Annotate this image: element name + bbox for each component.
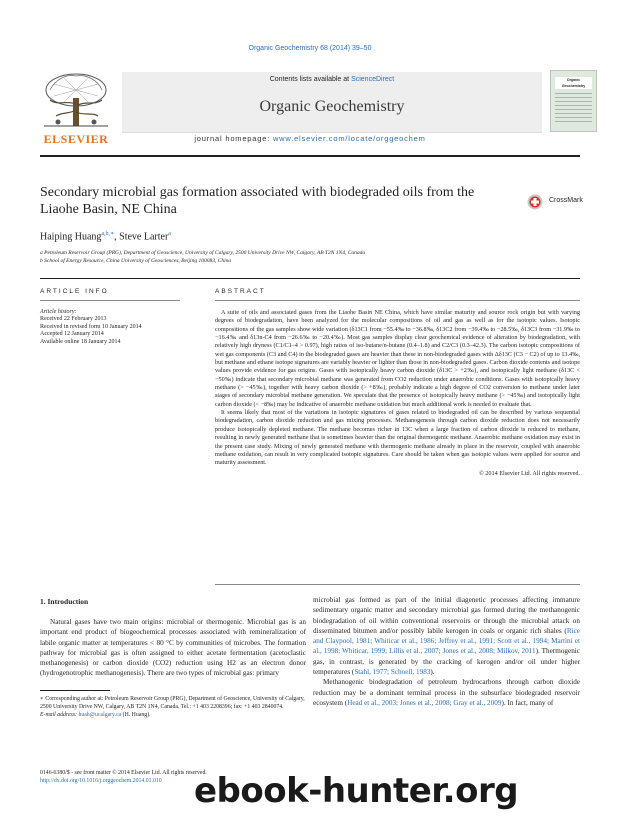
cover-title-box: [555, 77, 592, 89]
abstract-heading: ABSTRACT: [215, 288, 266, 295]
cover-pattern: [555, 93, 592, 125]
section-heading-introduction: 1. Introduction: [40, 597, 89, 606]
crossmark-icon: [527, 194, 543, 210]
article-history: [40, 309, 190, 346]
watermark: ebook-hunter.org: [194, 771, 519, 811]
contents-band: [122, 72, 542, 133]
issn-line: 0146-6380/$ - see front matter © 2014 Elsevier Ltd. All rights reserved.: [40, 770, 207, 776]
affiliation-a: a Petroleum Reservoir Group (PRG), Department of Geoscience, University of Calgary, 2500 University Drive NW, Calgary, AB T2N 1N4, Canada: [40, 250, 366, 256]
journal-homepage-line: [40, 134, 580, 143]
contents-available-line: [122, 76, 542, 83]
citation-link[interactable]: Rice and Claypool, 1981; Whiticar et al., 1986; Jeffrey et al., 1991; Scott et al., 1994; Martini et al., 1998; Whiticar, 1999; Lillis et al., 2007; Jones et al., 2008; Milkov, 2011: [313, 626, 580, 656]
abstract-rule: [215, 300, 580, 301]
abstract-paragraph: A suite of oils and associated gases from the Liaohe Basin NE China, which have similar maturity and source rock origin but with varying degrees of biodegradation, have been analyzed for the molecular compositions of oil and gas as well as for the isotopic values. Isotopic compositions of the gas samples show wide variation (δ13C1 from −55.4‰ to −36.8‰, δ13C2 from −39.4‰ to −28.5‰, δ13C3 from −31.9‰ to −16.4‰ and δ13n-C4 from −26.6‰ to −20.4‰). Most gas samples display clear geochemical evidence of alteration by biodegradation, with relatively high dryness (C1/C1–4 > 0.97), high ratios of iso-butane/n-butane (0.4–1.8) and C2/C3 (0.3–42.3). The carbon isotopic compositions of wet gas components (C3 and C4) in the biodegraded gases are heavier than these in non-biodegraded gases with Δδ13C (C3 − C2) of up to 13.4‰, but methane and ethane isotope signatures are variably heavier or lighter than those in non-biodegraded gases. Carbon dioxide contents and isotope values provide evidence for gas origins. Gases with isotopically heavy carbon dioxide (δ13C > +2‰), and isotopically light methane (δ13C < −50‰) indicate that secondary microbial methane was generated from CO2 reduction under anaerobic conditions. Gases with isotopically heavy methane (> −45‰), together with heavy carbon dioxide (> +8‰), probably indicate a high degree of CO2 conversion to methane under later stages of secondary microbial methane generation. We speculate that the presence of isotopically heavy methane (> −45‰) and isotopically light carbon dioxide (< −8‰) may be indicative of anaerobic methane oxidation but much additional work is needed to evaluate that.: [215, 309, 580, 408]
abstract-body: [215, 309, 580, 478]
author-separator: ,: [114, 231, 120, 243]
author-name[interactable]: Haiping Huang: [40, 231, 102, 243]
contents-prefix: Contents lists available at: [269, 76, 352, 83]
body-text: ).: [430, 668, 435, 677]
article-info-rule: [40, 300, 180, 301]
email-link[interactable]: huah@ucalgary.ca: [78, 711, 122, 718]
history-accepted: Accepted 12 January 2014: [40, 331, 104, 338]
history-label: Article history:: [40, 309, 77, 315]
body-text: ). In fact, many of: [501, 698, 554, 707]
affiliation-b: b School of Energy Resource, China University of Geosciences, Beijing 100083, China: [40, 258, 232, 264]
cover-title: Organic Geochemistry: [561, 78, 586, 88]
author-name[interactable]: Steve Larter: [119, 231, 169, 243]
sciencedirect-link[interactable]: ScienceDirect: [351, 76, 395, 83]
history-online: Available online 18 January 2014: [40, 338, 121, 345]
body-column-left: [40, 617, 306, 679]
body-paragraph: [313, 595, 580, 677]
journal-reference[interactable]: Organic Geochemistry 68 (2014) 39–50: [248, 45, 372, 52]
article-info-heading: ARTICLE INFO: [40, 288, 109, 295]
article-title: Secondary microbial gas formation associated with biodegraded oils from the Liaohe Basin, NE China: [40, 185, 475, 217]
journal-cover-thumbnail[interactable]: [550, 70, 597, 132]
author-affiliation-marker[interactable]: a: [168, 231, 171, 237]
author-list: [40, 230, 171, 242]
crossmark-label: CrossMark: [549, 197, 583, 204]
abstract-paragraph: It seems likely that most of the variations in isotopic signatures of gases related to biodegraded oil can be described by various sequential biodegradation, carbon dioxide reduction and gas mixing processes. Methanogenesis through carbon dioxide reduction does not necessarily produce isotopically depleted methane. The methane becomes richer in 13C when a large fraction of carbon dioxide is reduced to methane, resulting in newly generated methane that is sometimes heavier than the original thermogenic methane. Anaerobic methane oxidation may exist in the present case study. Mixing of newly generated methane with thermogenic methane already in place in the reservoir, coupled with anaerobic methane oxidation, can result in very complicated isotopic signatures. Care should be taken when gas isotopic values were applied for source and maturity assessment.: [215, 409, 580, 467]
email-label: E-mail address:: [40, 711, 79, 718]
header-rule: [40, 155, 580, 157]
footnote: [40, 696, 306, 719]
publisher-name: ELSEVIER: [43, 132, 109, 146]
elsevier-tree-icon: [40, 70, 112, 130]
body-paragraph: Natural gases have two main origins: microbial or thermogenic. Microbial gas is an important end product of biogeochemical processes associated with remineralization of labile organic matter at temperatures < 80 °C by communities of microbes. The formation pathway for microbial gas is often assigned to either acetate fermentation (acetoclastic methanogenesis) or carbon dioxide (CO2) reduction using H2 as an electron donor (hydrogenotrophic methanogenesis). There are two types of microbial gas: primary: [40, 618, 306, 678]
body-text: ). Thermogenic gas, in contrast, is generated by the cracking of kerogen and/or oil under higher temperatures (: [313, 647, 580, 677]
elsevier-tree-logo[interactable]: [40, 70, 112, 144]
author-affiliation-marker[interactable]: a,b,∗: [101, 231, 115, 237]
crossmark-badge[interactable]: [527, 193, 587, 213]
homepage-prefix: journal homepage:: [194, 134, 273, 143]
history-received: Received 22 February 2013: [40, 316, 107, 323]
doi-link[interactable]: http://dx.doi.org/10.1016/j.orggeochem.2014.01.010: [40, 777, 162, 784]
section-rule: [40, 278, 580, 279]
citation-link[interactable]: Stahl, 1977; Schoell, 1983: [354, 668, 431, 677]
body-paragraph: [313, 677, 580, 708]
email-line: [40, 712, 306, 720]
abstract-copyright: © 2014 Elsevier Ltd. All rights reserved.: [479, 469, 580, 477]
citation-link[interactable]: Head et al., 2003; Jones et al., 2008; Gray et al., 2009: [347, 698, 502, 707]
history-revised: Received in revised form 10 January 2014: [40, 323, 142, 330]
abstract-bottom-rule: [215, 584, 580, 585]
corresponding-author-note: ∗ Corresponding author at: Petroleum Reservoir Group (PRG), Department of Geoscience, University of Calgary, 2500 University Drive NW, Calgary, AB T2N 1N4, Canada. Tel.: +1 403 2208396; fax: +1 403 2840074.: [40, 696, 305, 710]
footnote-rule: [40, 690, 110, 691]
journal-title: Organic Geochemistry: [259, 98, 405, 115]
body-column-right: [313, 595, 580, 708]
journal-banner: [40, 70, 586, 146]
body-text: Methanogenic biodegradation of petroleum hydrocarbons through carbon dioxide reduction may be a dominant terminal process in the subsurface biodegraded reservoir ecosystem (: [313, 678, 580, 707]
email-owner: (H. Huang).: [121, 711, 151, 718]
homepage-url-link[interactable]: www.elsevier.com/locate/orggeochem: [272, 134, 426, 143]
body-text: microbial gas formed as part of the initial diagenetic processes affecting immature sedimentary organic matter and secondary microbial gas formed during the methanogenic biodegradation of oil within conventional reservoirs or through the microbial attack on disseminated bitumen and/or possibly labile kerogen in coals or organic rich shales (: [313, 596, 580, 635]
